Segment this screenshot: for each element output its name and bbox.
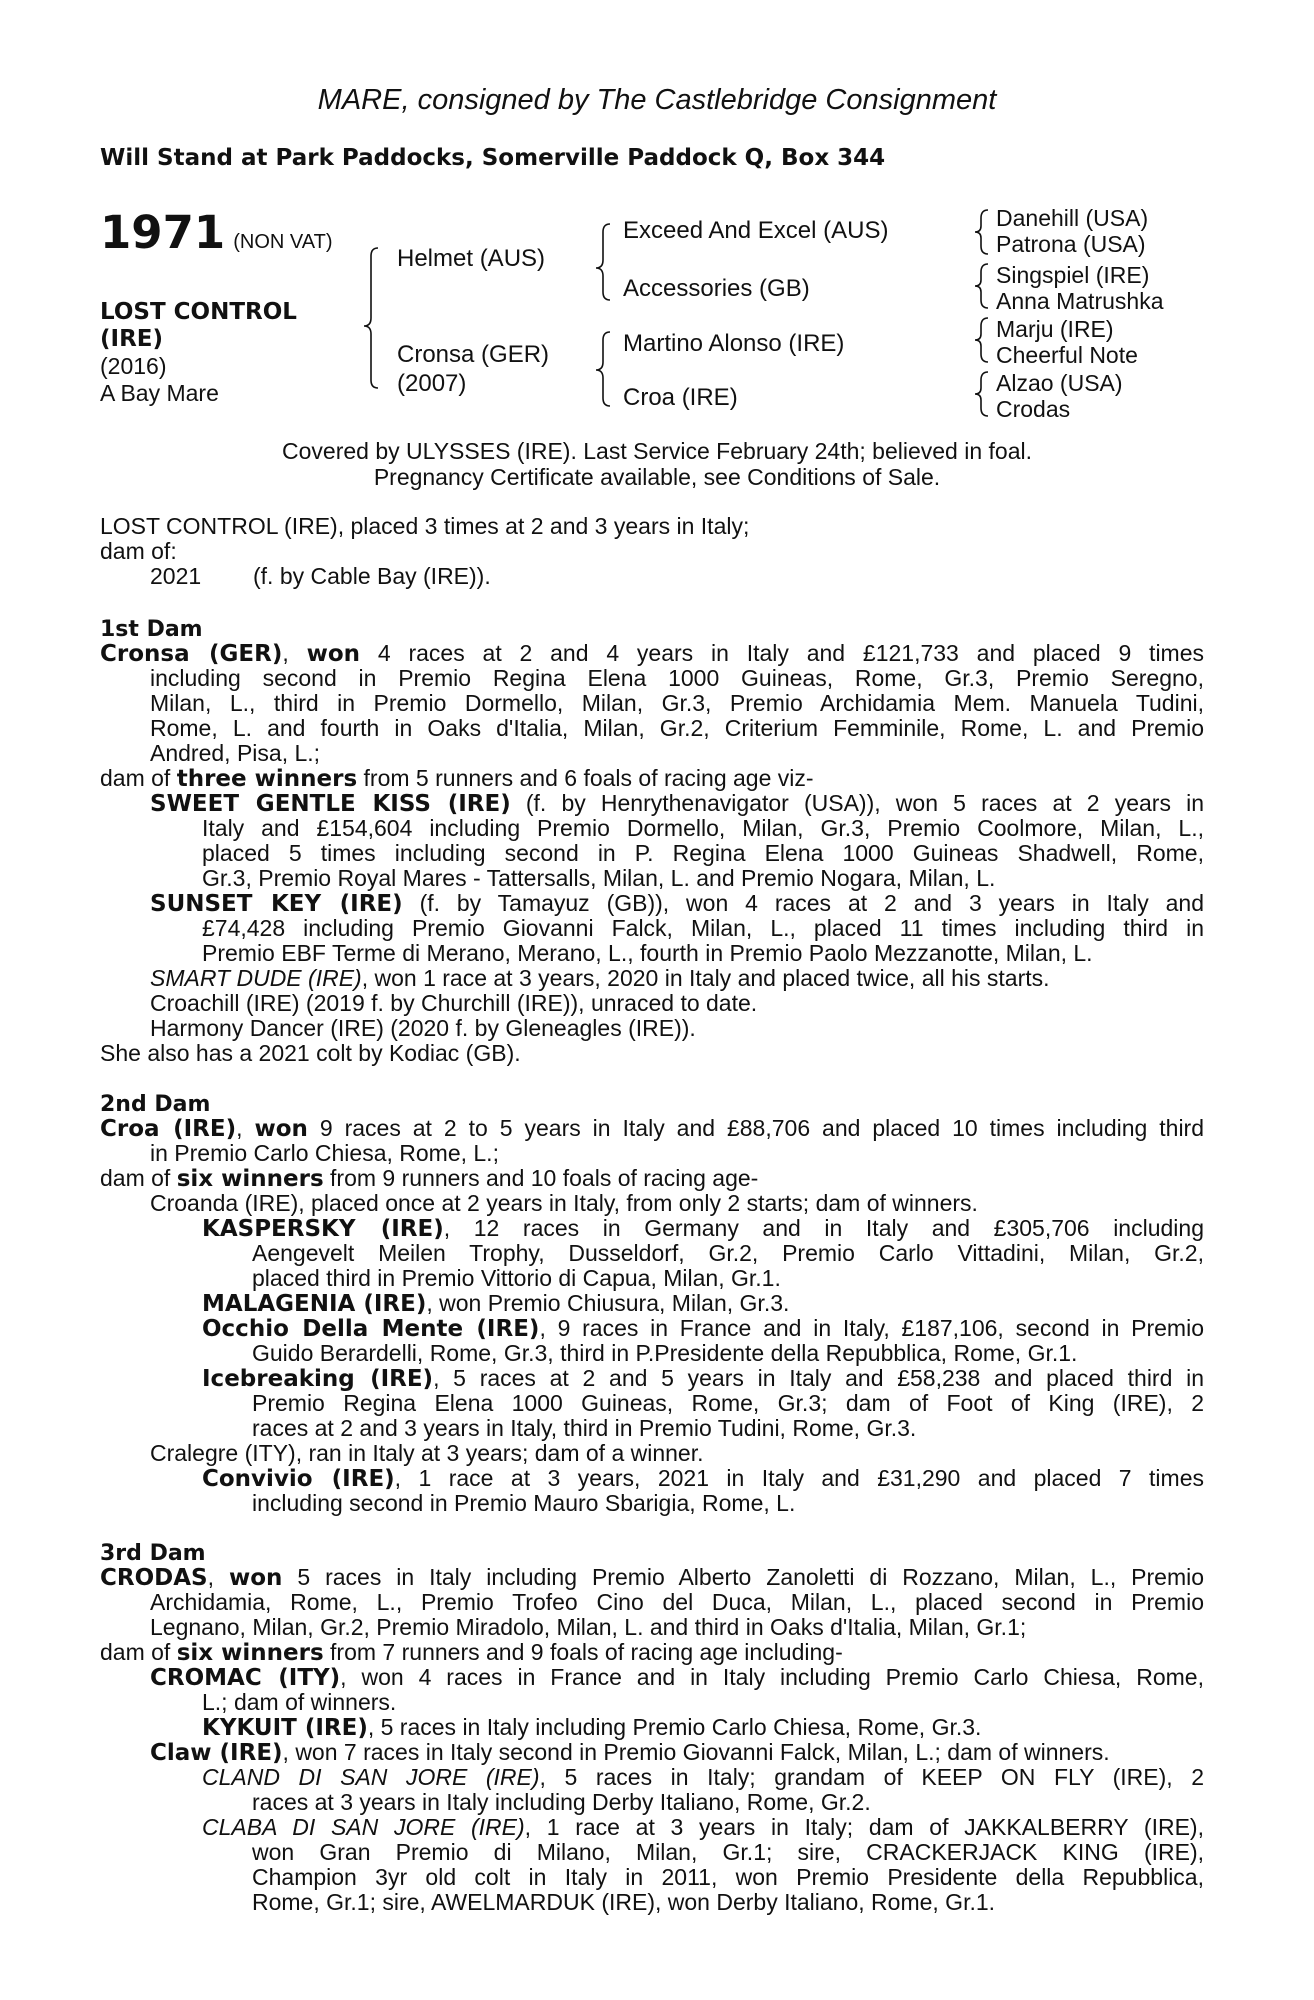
winners-count: three winners <box>176 766 358 792</box>
smart-dude-name: SMART DUDE (IRE) <box>150 965 362 991</box>
pedigree-dam-sire: Martino Alonso (IRE) <box>623 330 845 357</box>
croanda-line: Croanda (IRE), placed once at 2 years in Italy, from only 2 starts; dam of winners. <box>150 1190 978 1216</box>
icebreaking-line-2: Premio Regina Elena 1000 Guineas, Rome, Gr.3; dam of Foot of King (IRE), 2 <box>252 1390 1204 1416</box>
occhio-line-1 <box>202 1316 1204 1342</box>
kaspersky-name: KASPERSKY (IRE) <box>202 1216 444 1242</box>
cromac-line-1 <box>150 1665 1204 1691</box>
second-dam-record: 9 races at 2 to 5 years in Italy and £88,706 and placed 10 times including third <box>319 1115 1204 1141</box>
winners-count: six winners <box>176 1166 324 1192</box>
first-dam-line-5: Andred, Pisa, L.; <box>150 740 321 766</box>
pedigree-ddd: Crodas <box>996 396 1071 422</box>
dam-of-label: dam of <box>100 765 171 791</box>
second-dam-won: won <box>254 1116 308 1142</box>
page-title: MARE, consigned by The Castlebridge Consignment <box>317 84 997 116</box>
pregnancy-line: Pregnancy Certificate available, see Conditions of Sale. <box>373 464 941 490</box>
sgk-line-1 <box>150 791 1204 817</box>
horse-country: (IRE) <box>100 326 164 352</box>
horse-year: (2016) <box>100 353 167 379</box>
first-dam-won: won <box>306 641 361 667</box>
sk-name: SUNSET KEY (IRE) <box>150 891 403 917</box>
pedigree-sire-sire: Exceed And Excel (AUS) <box>623 217 889 244</box>
runners-count: from 5 runners and 6 foals of racing age viz- <box>363 765 814 791</box>
icebreaking-line-3: races at 2 and 3 years in Italy, third in Premio Tudini, Rome, Gr.3. <box>252 1415 917 1441</box>
pedigree-dam: Cronsa (GER) <box>397 341 550 368</box>
claba-line-3: Champion 3yr old colt in Italy in 2011, won Premio Presidente della Repubblica, <box>252 1864 1204 1890</box>
third-dam-line-2: Archidamia, Rome, L., Premio Trofeo Cino del Duca, Milan, L., placed second in Premio <box>150 1589 1204 1615</box>
convivio-line-1 <box>202 1466 1204 1492</box>
cromac-name: CROMAC (ITY) <box>150 1665 341 1691</box>
malagenia-name: MALAGENIA (IRE) <box>202 1291 427 1317</box>
convivio-record: , 1 race at 3 years, 2021 in Italy and £31,290 and placed 7 times <box>394 1465 1204 1491</box>
sk-line-3: Premio EBF Terme di Merano, Merano, L., fourth in Premio Paolo Mezzanotte, Milan, L. <box>202 940 1093 966</box>
cland-name: CLAND DI SAN JORE (IRE) <box>202 1764 540 1790</box>
intro-dam-of: dam of: <box>100 538 177 564</box>
lot-number: 1971 <box>100 206 226 259</box>
horse-description: A Bay Mare <box>100 380 219 406</box>
kaspersky-record: , 12 races in Germany and in Italy and £305,706 including <box>443 1215 1204 1241</box>
cland-line-2: races at 3 years in Italy including Derby Italiano, Rome, Gr.2. <box>252 1789 871 1815</box>
convivio-line-2: including second in Premio Mauro Sbarigia, Rome, L. <box>252 1490 796 1516</box>
third-dam-produce-summary <box>100 1640 843 1666</box>
kaspersky-line-3: placed third in Premio Vittorio di Capua, Milan, Gr.1. <box>252 1265 781 1291</box>
kaspersky-line-1 <box>202 1216 1204 1242</box>
first-dam-line-3: Milan, L., third in Premio Dormello, Milan, Gr.3, Premio Archidamia Mem. Manuela Tudini, <box>150 690 1204 716</box>
cralegre-line: Cralegre (ITY), ran in Italy at 3 years; dam of a winner. <box>150 1440 704 1466</box>
claba-line-1 <box>202 1815 1204 1840</box>
vat-status: (NON VAT) <box>233 231 333 253</box>
icebreaking-record: , 5 races at 2 and 5 years in Italy and £58,238 and placed third in <box>433 1365 1204 1391</box>
icebreaking-name: Icebreaking (IRE) <box>202 1366 434 1392</box>
claw-line <box>150 1740 1110 1766</box>
pedigree-dss: Marju (IRE) <box>996 316 1114 342</box>
stand-location: Will Stand at Park Paddocks, Somerville Paddock Q, Box 344 <box>100 145 886 171</box>
pedigree-ssd: Patrona (USA) <box>996 231 1146 257</box>
third-dam-line-1: CRODAS, won 5 races in Italy including Premio Alberto Zanoletti di Rozzano, Milan, L., Premio <box>100 1564 1205 1591</box>
covered-info <box>0 438 1314 490</box>
second-dam-name: Croa (IRE) <box>100 1116 237 1142</box>
harmony-line: Harmony Dancer (IRE) (2020 f. by Gleneagles (IRE)). <box>150 1015 696 1041</box>
pedigree-sds: Singspiel (IRE) <box>996 262 1150 288</box>
runners-count: from 9 runners and 10 foals of racing age- <box>330 1165 759 1191</box>
third-dam-line-3: Legnano, Milan, Gr.2, Premio Miradolo, Milan, L. and third in Oaks d'Italia, Milan, Gr.1; <box>150 1614 1027 1640</box>
sk-line-2: £74,428 including Premio Giovanni Falck, Milan, L., placed 11 times including third in <box>202 915 1204 941</box>
pedigree-dam-year: (2007) <box>397 370 467 397</box>
croachill-line: Croachill (IRE) (2019 f. by Churchill (IRE)), unraced to date. <box>150 990 758 1016</box>
claba-name: CLABA DI SAN JORE (IRE) <box>202 1814 525 1840</box>
first-dam-line-2: including second in Premio Regina Elena 1000 Guineas, Rome, Gr.3, Premio Seregno, <box>150 665 1204 691</box>
pedigree-sdd: Anna Matrushka <box>996 288 1164 314</box>
first-dam-line-1: Cronsa (GER), won 4 races at 2 and 4 years in Italy and £121,733 and placed 9 times <box>100 640 1205 667</box>
smart-dude-line <box>150 966 1050 991</box>
convivio-name: Convivio (IRE) <box>202 1466 395 1492</box>
claba-record: , 1 race at 3 years in Italy; dam of JAKKALBERRY (IRE), <box>524 1814 1204 1840</box>
third-dam-heading: 3rd Dam <box>100 1541 206 1566</box>
first-dam-record: 4 races at 2 and 4 years in Italy and £121,733 and placed 9 times <box>377 640 1205 666</box>
second-dam-produce-summary <box>100 1166 758 1192</box>
occhio-record: , 9 races in France and in Italy, £187,106, second in Premio <box>539 1315 1204 1341</box>
pedigree-sss: Danehill (USA) <box>996 205 1149 231</box>
sgk-line-3: placed 5 times including second in P. Regina Elena 1000 Guineas Shadwell, Rome, <box>202 840 1204 866</box>
first-dam-line-4: Rome, L. and fourth in Oaks d'Italia, Milan, Gr.2, Criterium Femminile, Rome, L. and Premio <box>150 715 1204 741</box>
first-dam-name: Cronsa (GER) <box>100 641 283 667</box>
occhio-line-2: Guido Berardelli, Rome, Gr.3, third in P.Presidente della Repubblica, Rome, Gr.1. <box>252 1340 1078 1366</box>
second-dam-line-2: in Premio Carlo Chiesa, Rome, L.; <box>150 1140 499 1166</box>
first-dam-heading: 1st Dam <box>100 617 203 642</box>
kaspersky-line-2: Aengevelt Meilen Trophy, Dusseldorf, Gr.2, Premio Carlo Vittadini, Milan, Gr.2, <box>252 1240 1204 1266</box>
sk-line-1 <box>150 891 1204 917</box>
pedigree-sire-dam: Accessories (GB) <box>623 275 810 302</box>
claba-line-2: won Gran Premio di Milano, Milan, Gr.1; sire, CRACKERJACK KING (IRE), <box>252 1839 1204 1865</box>
second-dam-heading: 2nd Dam <box>100 1092 211 1117</box>
cromac-line-2: L.; dam of winners. <box>202 1689 397 1715</box>
sk-record: (f. by Tamayuz (GB)), won 4 races at 2 and 3 years in Italy and <box>419 890 1204 916</box>
second-dam-line-1: Croa (IRE), won 9 races at 2 to 5 years in Italy and £88,706 and placed 10 times including third <box>100 1115 1204 1142</box>
sgk-line-4: Gr.3, Premio Royal Mares - Tattersalls, Milan, L. and Premio Nogara, Milan, L. <box>202 865 996 891</box>
sgk-line-2: Italy and £154,604 including Premio Dormello, Milan, Gr.3, Premio Coolmore, Milan, L., <box>202 815 1204 841</box>
kykuit-name: KYKUIT (IRE) <box>202 1715 368 1741</box>
malagenia-line <box>202 1291 789 1317</box>
produce-detail: (f. by Cable Bay (IRE)). <box>253 563 491 589</box>
first-dam-produce-summary <box>100 766 814 792</box>
dam-of-label: dam of <box>100 1639 171 1665</box>
sgk-record: (f. by Henrythenavigator (USA)), won 5 races at 2 years in <box>525 790 1205 816</box>
pedigree-dam-dam: Croa (IRE) <box>623 384 738 411</box>
malagenia-record: , won Premio Chiusura, Milan, Gr.3. <box>426 1290 790 1316</box>
covered-line: Covered by ULYSSES (IRE). Last Service February 24th; believed in foal. <box>282 438 1032 464</box>
claba-line-4: Rome, Gr.1; sire, AWELMARDUK (IRE), won Derby Italiano, Rome, Gr.1. <box>252 1889 996 1915</box>
claw-record: , won 7 races in Italy second in Premio Giovanni Falck, Milan, L.; dam of winners. <box>282 1739 1110 1765</box>
kykuit-record: , 5 races in Italy including Premio Carlo Chiesa, Rome, Gr.3. <box>367 1714 982 1740</box>
third-dam-name: CRODAS <box>100 1565 208 1591</box>
cromac-record: , won 4 races in France and in Italy including Premio Carlo Chiesa, Rome, <box>340 1664 1204 1690</box>
dam-of-label: dam of <box>100 1165 171 1191</box>
horse-name: LOST CONTROL <box>100 299 297 325</box>
sgk-name: SWEET GENTLE KISS (IRE) <box>150 791 511 817</box>
claw-name: Claw (IRE) <box>150 1740 283 1766</box>
kykuit-line <box>202 1715 981 1741</box>
pedigree-dsd: Cheerful Note <box>996 342 1138 368</box>
occhio-name: Occhio Della Mente (IRE) <box>202 1316 540 1342</box>
icebreaking-line-1 <box>202 1366 1204 1392</box>
intro-line: LOST CONTROL (IRE), placed 3 times at 2 and 3 years in Italy; <box>100 513 750 539</box>
pedigree-dds: Alzao (USA) <box>996 370 1123 396</box>
produce-year: 2021 <box>150 563 202 589</box>
winners-count: six winners <box>176 1640 324 1666</box>
cland-line-1 <box>202 1765 1204 1790</box>
also-line: She also has a 2021 colt by Kodiac (GB). <box>100 1040 521 1066</box>
third-dam-record: 5 races in Italy including Premio Alberto Zanoletti di Rozzano, Milan, L., Premio <box>297 1564 1205 1590</box>
pedigree-sire: Helmet (AUS) <box>397 245 546 272</box>
smart-dude-record: , won 1 race at 3 years, 2020 in Italy and placed twice, all his starts. <box>361 965 1050 991</box>
third-dam-won: won <box>228 1565 283 1591</box>
cland-record: , 5 races in Italy; grandam of KEEP ON FLY (IRE), 2 <box>539 1764 1204 1790</box>
runners-count: from 7 runners and 9 foals of racing age including- <box>330 1639 843 1665</box>
